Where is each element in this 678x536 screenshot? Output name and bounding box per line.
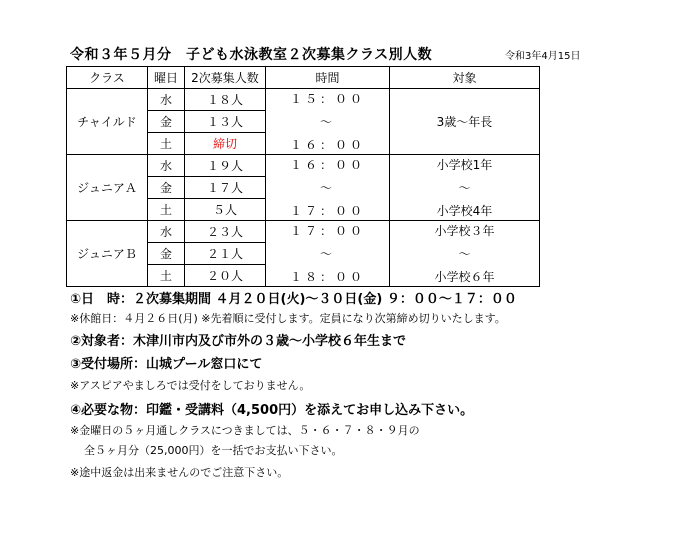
target-cell (390, 221, 540, 287)
table-row (67, 89, 540, 111)
time-sep: ～ (319, 246, 335, 261)
count-cell: １８人 (185, 89, 266, 111)
time-start: １７：００ (289, 223, 365, 238)
header-time: 時間 (266, 67, 390, 89)
day-cell: 水 (148, 221, 185, 243)
day-cell: 水 (148, 155, 185, 177)
class-name: チャイルド (67, 89, 148, 155)
table-header-row (67, 67, 540, 89)
day-cell: 金 (148, 243, 185, 265)
time-end: １６：００ (289, 137, 365, 152)
day-cell: 土 (148, 133, 185, 155)
day-cell: 水 (148, 89, 185, 111)
count-cell: ５人 (185, 199, 266, 221)
count-cell: １７人 (185, 177, 266, 199)
time-cell (266, 221, 390, 287)
note-dates-heading: ①日 時：２次募集期間 ４月２０日(火)～３０日(金) ９：００～１７：００ (70, 292, 517, 307)
table-row (67, 221, 540, 243)
target-cell: 3歳～年長 (390, 89, 540, 155)
target-sep: ～ (458, 246, 471, 261)
count-cell: １９人 (185, 155, 266, 177)
note-no-refund: ※途中返金は出来ませんのでご注意下さい。 (70, 466, 289, 479)
count-cell: １３人 (185, 111, 266, 133)
header-target: 対象 (390, 67, 540, 89)
header-count: 2次募集人数 (185, 67, 266, 89)
time-sep: ～ (319, 114, 335, 129)
issue-date: 令和3年4月15日 (505, 51, 581, 62)
note-closed-day: ※休館日：４月２６日(月) ※先着順に受付します。定員になり次第締め切りいたします。 (70, 312, 506, 325)
note-friday-class: ※金曜日の５ヶ月通しクラスにつきましては、５・６・７・８・９月の (70, 424, 420, 437)
header-day: 曜日 (148, 67, 185, 89)
note-friday-payment: 全５ヶ月分（25,000円）を一括でお支払い下さい。 (84, 444, 343, 457)
note-location-sub: ※アスピアやましろでは受付をしておりません。 (70, 379, 311, 392)
count-cell: ２０人 (185, 265, 266, 287)
note-eligibility-heading: ②対象者：木津川市内及び市外の３歳～小学校６年生まで (70, 334, 407, 349)
day-cell: 土 (148, 199, 185, 221)
day-cell: 金 (148, 111, 185, 133)
time-sep: ～ (319, 180, 335, 195)
time-end: １８：００ (289, 269, 365, 284)
class-name: ジュニアＢ (67, 221, 148, 287)
day-cell: 土 (148, 265, 185, 287)
day-cell: 金 (148, 177, 185, 199)
table-row (67, 155, 540, 177)
target-start: 小学校1年 (436, 157, 493, 172)
closed-badge: 締切 (185, 133, 266, 155)
time-cell (266, 155, 390, 221)
page-title: 令和３年５月分 子ども水泳教室２次募集クラス別人数 (70, 47, 433, 63)
target-start: 小学校３年 (434, 223, 495, 238)
target-cell (390, 155, 540, 221)
time-end: １７：００ (289, 203, 365, 218)
note-requirements-heading: ④必要な物：印鑑・受講料（4,500円）を添えてお申し込み下さい。 (70, 403, 474, 418)
target-sep: ～ (458, 180, 471, 195)
count-cell: ２１人 (185, 243, 266, 265)
header-class: クラス (67, 67, 148, 89)
class-name: ジュニアＡ (67, 155, 148, 221)
class-schedule-table (66, 66, 540, 287)
note-location-heading: ③受付場所：山城プール窓口にて (70, 357, 263, 372)
time-start: １６：００ (289, 157, 365, 172)
target-end: 小学校4年 (436, 203, 493, 218)
target-end: 小学校６年 (434, 269, 495, 284)
time-cell (266, 89, 390, 155)
time-start: １５：００ (289, 91, 365, 106)
count-cell: ２３人 (185, 221, 266, 243)
